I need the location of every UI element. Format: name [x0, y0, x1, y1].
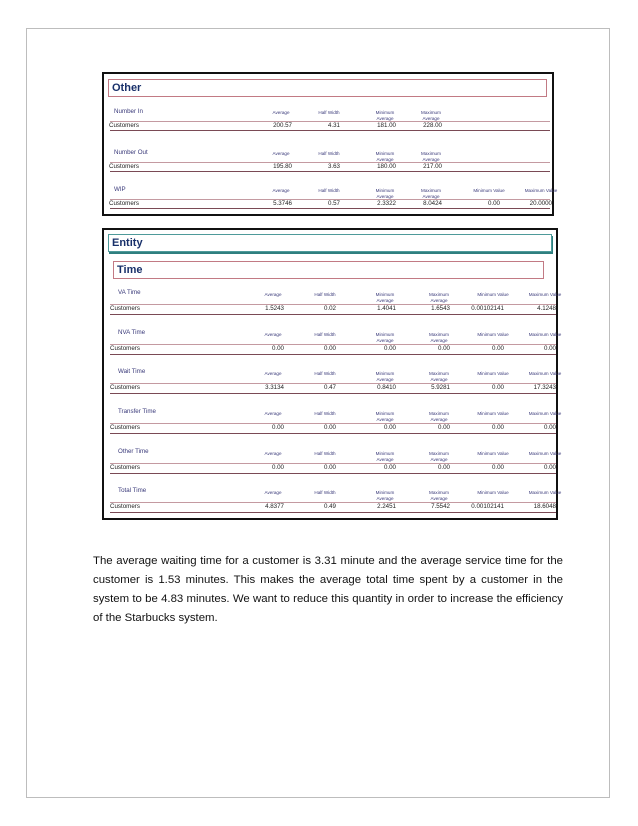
value-cell: 0.02 — [323, 305, 336, 312]
value-cell: 0.00 — [543, 424, 556, 431]
row-divider — [110, 433, 556, 434]
value-cell: 0.00102141 — [471, 503, 504, 510]
value-cell: 5.3746 — [273, 200, 292, 207]
value-cell: 195.80 — [273, 163, 292, 170]
entity-title: Entity — [108, 234, 552, 252]
value-cell: 0.00 — [543, 345, 556, 352]
column-header: Maximum Average — [429, 292, 449, 303]
value-cell: 0.00 — [487, 200, 500, 207]
column-header: Maximum Average — [429, 371, 449, 382]
value-cell: 200.57 — [273, 122, 292, 129]
value-cell: 4.8377 — [265, 503, 284, 510]
column-header: Average — [264, 332, 282, 337]
section-label: Other Time — [118, 448, 149, 455]
section-label: Number Out — [114, 149, 148, 156]
value-cell: 0.49 — [323, 503, 336, 510]
column-header: Average — [272, 151, 290, 156]
value-cell: 181.00 — [377, 122, 396, 129]
value-cell: 0.00 — [323, 424, 336, 431]
entity-statistics-panel — [102, 228, 562, 520]
column-header: Half Width — [318, 188, 340, 193]
value-cell: 0.00 — [383, 424, 396, 431]
column-header: Minimum Average — [375, 151, 395, 162]
column-header: Average — [272, 188, 290, 193]
value-cell: 7.5542 — [431, 503, 450, 510]
column-header: Half Width — [314, 292, 336, 297]
column-header: Maximum Average — [421, 110, 441, 121]
value-cell: 1.6543 — [431, 305, 450, 312]
column-header: Maximum Value — [528, 292, 562, 297]
column-header: Half Width — [314, 411, 336, 416]
column-header: Minimum Value — [477, 451, 509, 456]
value-cell: 0.47 — [323, 384, 336, 391]
column-header: Maximum Average — [421, 151, 441, 162]
row-divider — [110, 473, 556, 474]
row-label: Customers — [109, 122, 139, 129]
narrative-paragraph: The average waiting time for a customer is 3.31 minute and the average service time for the customer is 1.53 minutes. This makes the average total time spent by a customer in the system to be 4.83 minutes. We want to reduce this quantity in order to increase the efficiency of the Starbucks system. — [93, 555, 563, 624]
row-divider — [110, 354, 556, 355]
section-label: Number In — [114, 108, 143, 115]
value-cell: 0.00 — [491, 384, 504, 391]
section-label: Transfer Time — [118, 408, 156, 415]
row-divider — [110, 512, 556, 513]
value-cell: 0.00 — [491, 464, 504, 471]
value-cell: 4.31 — [327, 122, 340, 129]
column-header: Minimum Value — [477, 292, 509, 297]
value-cell: 20.0000 — [529, 200, 552, 207]
value-cell: 217.00 — [423, 163, 442, 170]
row-label: Customers — [110, 305, 140, 312]
column-header: Minimum Average — [375, 332, 395, 343]
section-label: NVA Time — [118, 329, 146, 336]
value-cell: 0.00 — [271, 424, 284, 431]
column-header: Minimum Value — [477, 411, 509, 416]
value-cell: 0.00 — [437, 424, 450, 431]
column-header: Minimum Average — [375, 411, 395, 422]
column-header: Half Width — [318, 151, 340, 156]
value-cell: 3.3134 — [265, 384, 284, 391]
other-statistics-panel — [102, 72, 558, 216]
column-header: Half Width — [314, 332, 336, 337]
column-header: Maximum Average — [429, 332, 449, 343]
row-label: Customers — [109, 200, 139, 207]
value-cell: 4.1248 — [537, 305, 556, 312]
row-label: Customers — [110, 503, 140, 510]
column-header: Maximum Value — [528, 332, 562, 337]
value-cell: 1.5243 — [265, 305, 284, 312]
column-header: Half Width — [314, 451, 336, 456]
section-label: WIP — [114, 186, 126, 193]
value-cell: 5.9281 — [431, 384, 450, 391]
section-label: Total Time — [118, 487, 147, 494]
value-cell: 18.6048 — [533, 503, 556, 510]
value-cell: 180.00 — [377, 163, 396, 170]
column-header: Minimum Average — [375, 292, 395, 303]
column-header: Average — [264, 371, 282, 376]
section-label: VA Time — [118, 289, 141, 296]
row-divider — [110, 314, 556, 315]
row-divider — [110, 208, 550, 209]
column-header: Average — [264, 451, 282, 456]
row-label: Customers — [110, 345, 140, 352]
row-label: Customers — [110, 384, 140, 391]
column-header: Minimum Value — [477, 371, 509, 376]
column-header: Average — [264, 411, 282, 416]
row-label: Customers — [110, 464, 140, 471]
value-cell: 0.00 — [437, 345, 450, 352]
column-header: Minimum Average — [375, 110, 395, 121]
value-cell: 2.2451 — [377, 503, 396, 510]
value-cell: 8.0424 — [423, 200, 442, 207]
value-cell: 3.63 — [327, 163, 340, 170]
value-cell: 0.00 — [543, 464, 556, 471]
row-divider — [110, 393, 556, 394]
column-header: Maximum Average — [421, 188, 441, 199]
column-header: Average — [264, 292, 282, 297]
other-title: Other — [108, 79, 547, 97]
column-header: Maximum Value — [528, 451, 562, 456]
column-header: Minimum Average — [375, 188, 395, 199]
value-cell: 0.00 — [271, 464, 284, 471]
column-header: Minimum Average — [375, 371, 395, 382]
column-header: Maximum Value — [524, 188, 558, 193]
row-label: Customers — [110, 424, 140, 431]
value-cell: 2.3322 — [377, 200, 396, 207]
row-divider — [110, 130, 550, 131]
column-header: Minimum Value — [473, 188, 505, 193]
column-header: Half Width — [318, 110, 340, 115]
time-subtitle: Time — [113, 261, 544, 279]
column-header: Maximum Value — [528, 411, 562, 416]
row-divider — [110, 171, 550, 172]
column-header: Half Width — [314, 371, 336, 376]
value-cell: 17.3243 — [533, 384, 556, 391]
value-cell: 228.00 — [423, 122, 442, 129]
column-header: Average — [264, 490, 282, 495]
column-header: Minimum Average — [375, 451, 395, 462]
column-header: Minimum Average — [375, 490, 395, 501]
value-cell: 1.4041 — [377, 305, 396, 312]
column-header: Minimum Value — [477, 332, 509, 337]
row-label: Customers — [109, 163, 139, 170]
value-cell: 0.00 — [383, 345, 396, 352]
value-cell: 0.8410 — [377, 384, 396, 391]
column-header: Maximum Average — [429, 451, 449, 462]
value-cell: 0.57 — [327, 200, 340, 207]
column-header: Maximum Average — [429, 490, 449, 501]
section-label: Wait Time — [118, 368, 146, 375]
value-cell: 0.00 — [437, 464, 450, 471]
column-header: Maximum Value — [528, 490, 562, 495]
value-cell: 0.00 — [383, 464, 396, 471]
value-cell: 0.00 — [491, 424, 504, 431]
column-header: Maximum Average — [429, 411, 449, 422]
value-cell: 0.00 — [323, 464, 336, 471]
value-cell: 0.00 — [491, 345, 504, 352]
column-header: Half Width — [314, 490, 336, 495]
column-header: Maximum Value — [528, 371, 562, 376]
column-header: Minimum Value — [477, 490, 509, 495]
value-cell: 0.00102141 — [471, 305, 504, 312]
column-header: Average — [272, 110, 290, 115]
value-cell: 0.00 — [323, 345, 336, 352]
value-cell: 0.00 — [271, 345, 284, 352]
